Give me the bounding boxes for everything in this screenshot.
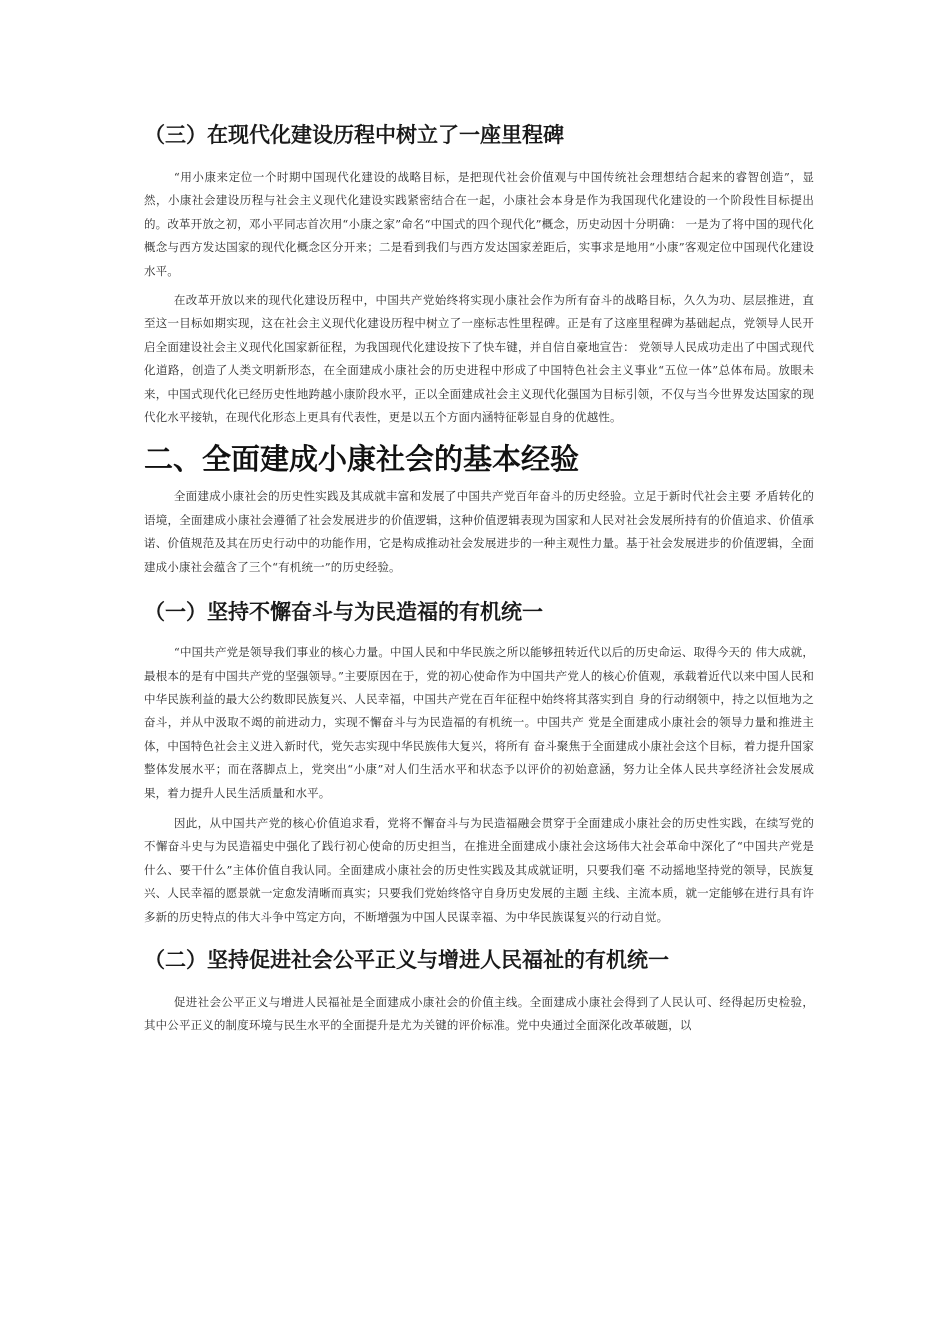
section-two-intro-paragraph: 全面建成小康社会的历史性实践及其成就丰富和发展了中国共产党百年奋斗的历史经验。立足于新时代社会主要 矛盾转化的语境，全面建成小康社会遵循了社会发展进步的价值逻辑，这种价值逻辑表现为国家和人民对社会发展所持有的价值追求、价值承诺、价值规范及其在历史行动中的功能作用，它是构成推动社会发展进步的一种主观性力量。基于社会发展进步的价值逻辑，全面建成小康社会蕴含了三个“有机统一”的历史经验。 — [144, 489, 814, 574]
subsection-two-heading: （二）坚持促进社会公平正义与增进人民福祉的有机统一 — [144, 947, 669, 972]
document-body — [144, 120, 814, 1038]
section-three-paragraph-1: “用小康来定位一个时期中国现代化建设的战略目标，是把现代社会价值观与中国传统社会理想结合起来的睿智创造”，显然，小康社会建设历程与社会主义现代化建设实践紧密结合在一起，小康社会本身是作为我国现代化建设的一个阶段性目标提出的。改革开放之初，邓小平同志首次用“小康之家”命名“中国式的四个现代化”概念，历史动因十分明确： 一是为了将中国的现代化概念与西方发达国家的现代化概念区分开来；二是看到我们与西方发达国家差距后，实事求是地用“小康”客观定位中国现代化建设水平。 — [144, 170, 814, 278]
subsection-one-paragraph-2: 因此，从中国共产党的核心价值追求看，党将不懈奋斗与为民造福融会贯穿于全面建成小康社会的历史性实践，在续写党的不懈奋斗史与为民造福史中强化了践行初心使命的历史担当，在推进全面建成小康社会这场伟大社会革命中深化了“中国共产党是什么、要干什么”主体价值自我认同。全面建成小康社会的历史性实践及其成就证明，只要我们毫 不动摇地坚持党的领导，民族复兴、人民幸福的愿景就一定愈发清晰而真实；只要我们党始终恪守自身历史发展的主题 主线、主流本质，就一定能够在进行具有许多新的历史特点的伟大斗争中笃定方向，不断增强为中国人民谋幸福、为中华民族谋复兴的行动自觉。 — [144, 815, 814, 924]
subsection-one-paragraph-1: “中国共产党是领导我们事业的核心力量。中国人民和中华民族之所以能够扭转近代以后的历史命运、取得今天的 伟大成就，最根本的是有中国共产党的坚强领导。”主要原因在于，党的初心使命作为中国共产党人的核心价值观，承载着近代以来中国人民和中华民族利益的最大公约数即民族复兴、人民幸福，中国共产党在百年征程中始终将其落实到自 身的行动纲领中，持之以恒地为之奋斗，并从中汲取不竭的前进动力，实现不懈奋斗与为民造福的有机统一。中国共产 党是全面建成小康社会的领导力量和推进主体，中国特色社会主义进入新时代，党矢志实现中华民族伟大复兴，将所有 奋斗聚焦于全面建成小康社会这个目标，着力提升国家整体发展水平；而在落脚点上，党突出“小康”对人们生活水平和状态予以评价的初始意涵，努力让全体人民共享经济社会发展成果，着力提升人民生活质量和水平。 — [144, 645, 814, 800]
section-two-heading: 二、全面建成小康社会的基本经验 — [144, 442, 580, 477]
section-three-paragraph-2: 在改革开放以来的现代化建设历程中，中国共产党始终将实现小康社会作为所有奋斗的战略目标，久久为功、层层推进，直至这一目标如期实现，这在社会主义现代化建设历程中树立了一座标志性里程碑。正是有了这座里程碑为基础起点，党领导人民开启全面建设社会主义现代化国家新征程，为我国现代化建设按下了快车键，并自信自豪地宣告： 党领导人民成功走出了中国式现代化道路，创造了人类文明新形态，在全面建成小康社会的历史进程中形成了中国特色社会主义事业“五位一体”总体布局。放眼未来，中国式现代化已经历史性地跨越小康阶段水平，正以全面建成社会主义现代化强国为目标引领，不仅与当今世界发达国家的现代化水平接轨，在现代化形态上更具有代表性，更是以五个方面内涵特征彰显自身的优越性。 — [144, 293, 814, 425]
subsection-one-heading: （一）坚持不懈奋斗与为民造福的有机统一 — [144, 600, 543, 625]
section-three-heading: （三）在现代化建设历程中树立了一座里程碑 — [144, 123, 564, 147]
subsection-two-paragraph-1: 促进社会公平正义与增进人民福祉是全面建成小康社会的价值主线。全面建成小康社会得到了人民认可、经得起历史检验，其中公平正义的制度环境与民生水平的全面提升是尤为关键的评价标准。党中央通过全面深化改革破题，以 — [144, 994, 814, 1033]
